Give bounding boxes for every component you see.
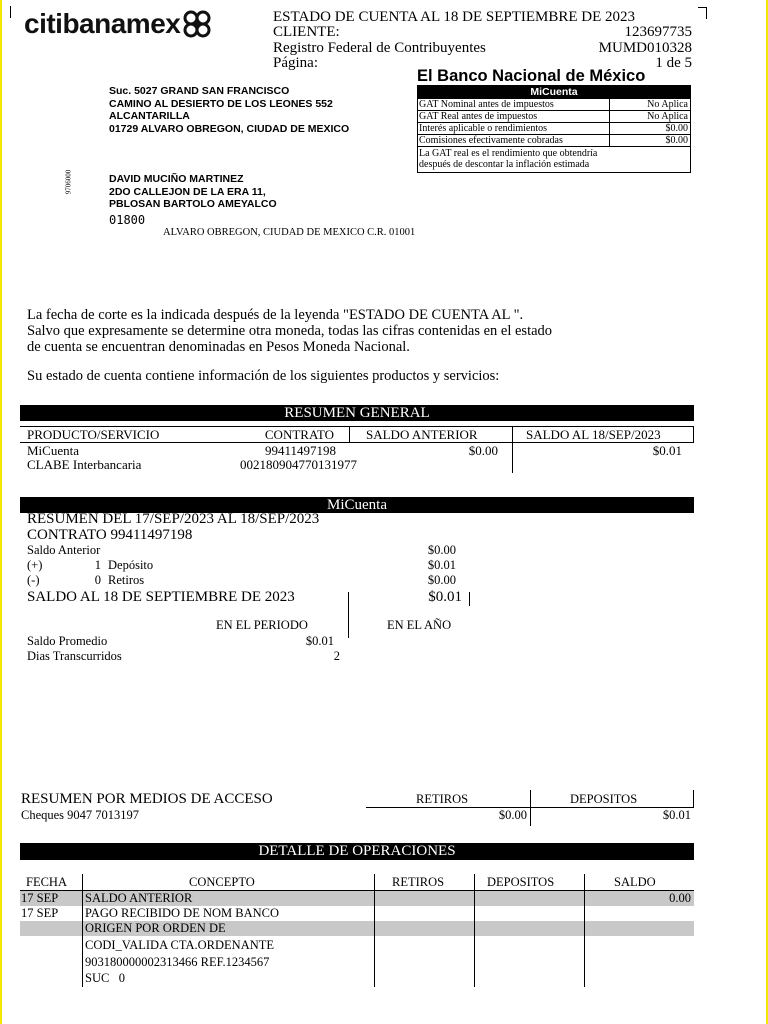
saldo-anterior-value: $0.00: [427, 543, 456, 557]
col-en-el-anio: EN EL AÑO: [387, 618, 452, 632]
rg-col-saldo-al: SALDO AL 18/SEP/2023: [526, 427, 661, 442]
customer-city: ALVARO OBREGON, CIUDAD DE MEXICO C.R. 01001: [163, 227, 416, 238]
customer-name: DAVID MUCIÑO MARTINEZ: [109, 173, 244, 185]
rg-divider: [349, 427, 350, 442]
det-divider: [82, 874, 83, 987]
gat-row-label: Comisiones efectivamente cobradas: [418, 135, 610, 146]
saldo-final-label: SALDO AL 18 DE SEPTIEMBRE DE 2023: [27, 589, 295, 605]
page-number: 1 de 5: [655, 55, 692, 71]
det-row-concepto: SALDO ANTERIOR: [85, 891, 193, 905]
rg-header-rule: [20, 442, 694, 443]
det-col-fecha: FECHA: [26, 875, 67, 889]
micuenta-contrato: CONTRATO 99411497198: [27, 527, 193, 543]
branch-line-1: Suc. 5027 GRAND SAN FRANCISCO: [109, 85, 290, 97]
customer-address-line-2: PBLOSAN BARTOLO AMEYALCO: [109, 198, 277, 210]
det-row-fecha: 17 SEP: [21, 891, 59, 905]
det-row-concepto: 903180000002313466 REF.1234567: [85, 955, 270, 969]
medios-title: RESUMEN POR MEDIOS DE ACCESO: [21, 791, 273, 807]
customer-address: [109, 173, 277, 211]
col-en-el-periodo: EN EL PERIODO: [216, 618, 308, 632]
gat-row: [418, 98, 690, 110]
saldo-promedio-value: $0.01: [305, 634, 334, 648]
page-label: Página:: [273, 55, 318, 71]
dias-label: Dias Transcurridos: [27, 649, 122, 663]
branch-line-2: CAMINO AL DESIERTO DE LOS LEONES 552: [109, 97, 333, 110]
gat-row-value: No Aplica: [647, 99, 688, 110]
medios-row-label: Cheques 9047 7013197: [21, 808, 140, 822]
medios-col-depositos: DEPOSITOS: [570, 792, 638, 806]
gat-row-value: $0.00: [665, 135, 688, 146]
client-label: CLIENTE:: [273, 24, 340, 40]
rfc-value: MUMD010328: [598, 40, 692, 56]
dias-value: 2: [333, 649, 340, 663]
rg-divider: [512, 427, 513, 473]
det-row-fecha: 17 SEP: [21, 906, 59, 920]
det-divider: [474, 874, 475, 987]
medios-divider: [530, 790, 531, 826]
rg-col-saldo-anterior: SALDO ANTERIOR: [366, 427, 478, 442]
retiros-sign: (-): [27, 573, 40, 587]
saldo-final-divider: [469, 592, 470, 606]
gat-row-value: $0.00: [665, 123, 688, 134]
det-row-saldo: 0.00: [669, 891, 691, 905]
retiros-value: $0.00: [427, 573, 456, 587]
deposito-label: Depósito: [108, 558, 154, 572]
rg-row-contrato: 002180904770131977: [240, 457, 357, 472]
gat-box-title: MiCuenta: [418, 86, 690, 98]
gat-row-value: No Aplica: [647, 111, 688, 122]
saldo-promedio-label: Saldo Promedio: [27, 634, 108, 648]
saldo-anterior-label: Saldo Anterior: [27, 543, 101, 557]
banamex-emblem-icon: [182, 9, 212, 39]
retiros-count: 0: [94, 573, 101, 587]
branch-line-3: ALCANTARILLA: [109, 110, 190, 122]
medios-rule: [366, 807, 694, 808]
logo-text: citibanamex: [24, 8, 181, 39]
gat-row-label: GAT Real antes de impuestos: [418, 111, 610, 122]
branch-address: [109, 85, 349, 135]
micuenta-periodo: RESUMEN DEL 17/SEP/2023 AL 18/SEP/2023: [27, 511, 320, 527]
rg-row-producto: MiCuenta: [27, 443, 79, 458]
rg-row-saldo-al: $0.01: [652, 443, 682, 458]
gat-note-line-2: después de descontar la inflación estimada: [419, 159, 590, 170]
statement-title: ESTADO DE CUENTA AL 18 DE SEPTIEMBRE DE 2023: [273, 9, 636, 25]
bank-name: El Banco Nacional de México: [417, 67, 646, 85]
det-divider: [584, 874, 585, 987]
deposito-count: 1: [94, 558, 101, 572]
det-col-concepto: CONCEPTO: [189, 875, 255, 889]
intro-line-2: Salvo que expresamente se determine otra moneda, todas las cifras contenidas en el estado: [27, 323, 553, 339]
crop-mark-left: [10, 6, 11, 18]
det-row-concepto: PAGO RECIBIDO DE NOM BANCO: [85, 906, 280, 920]
medios-divider: [693, 790, 694, 807]
rg-col-producto: PRODUCTO/SERVICIO: [27, 427, 160, 442]
rg-divider: [693, 427, 694, 442]
bank-logo: [24, 6, 212, 42]
gat-row-label: Interés aplicable o rendimientos: [418, 123, 610, 134]
medios-row-retiros: $0.00: [498, 808, 527, 822]
deposito-sign: (+): [27, 558, 43, 572]
medios-row-depositos: $0.01: [662, 808, 691, 822]
rg-row-contrato: 99411497198: [264, 443, 336, 458]
gat-row: [418, 110, 690, 122]
det-row-concepto: SUC 0: [85, 971, 125, 985]
det-row-concepto: ORIGEN POR ORDEN DE: [85, 921, 226, 935]
det-col-saldo: SALDO: [614, 875, 656, 889]
deposito-value: $0.01: [427, 558, 456, 572]
side-code: 9706000: [64, 169, 73, 195]
crop-mark-right-h: [698, 7, 706, 8]
gat-row: [418, 122, 690, 134]
intro-paragraph-2: Su estado de cuenta contiene información de los siguientes productos y servicios:: [27, 368, 500, 384]
intro-paragraph-1: [27, 307, 552, 355]
customer-address-line-1: 2DO CALLEJON DE LA ERA 11,: [109, 185, 266, 198]
det-col-depositos: DEPOSITOS: [487, 875, 555, 889]
page-edge-left: [0, 0, 2, 1024]
branch-line-4: 01729 ALVARO OBREGON, CIUDAD DE MEXICO: [109, 122, 350, 135]
rg-row-saldo-anterior: $0.00: [468, 443, 498, 458]
crop-mark-right-v: [706, 7, 707, 19]
gat-row: [418, 134, 690, 146]
periodo-divider: [348, 592, 349, 638]
gat-row-label: GAT Nominal antes de impuestos: [418, 99, 610, 110]
rg-row-producto: CLABE Interbancaria: [27, 457, 142, 472]
resumen-general-bar: RESUMEN GENERAL: [20, 405, 694, 421]
customer-postal-code: 01800: [109, 213, 146, 227]
gat-note: [418, 146, 690, 172]
saldo-final-value: $0.01: [428, 589, 462, 605]
detalle-bar: DETALLE DE OPERACIONES: [20, 843, 694, 860]
intro-line-3: de cuenta se encuentran denominadas en Pesos Moneda Nacional.: [27, 339, 410, 355]
gat-note-line-1: La GAT real es el rendimiento que obtendría: [419, 148, 598, 159]
det-row-concepto: CODI_VALIDA CTA.ORDENANTE: [85, 938, 275, 952]
rfc-label: Registro Federal de Contribuyentes: [273, 40, 486, 56]
retiros-label: Retiros: [108, 573, 145, 587]
micuenta-bar: MiCuenta: [20, 497, 694, 513]
det-col-retiros: RETIROS: [392, 875, 445, 889]
client-number: 123697735: [624, 24, 692, 40]
gat-box: [417, 85, 691, 173]
intro-line-1: La fecha de corte es la indicada después de la leyenda "ESTADO DE CUENTA AL ".: [27, 307, 524, 323]
medios-col-retiros: RETIROS: [416, 792, 469, 806]
rg-col-contrato: CONTRATO: [264, 427, 334, 442]
det-divider: [374, 874, 375, 987]
